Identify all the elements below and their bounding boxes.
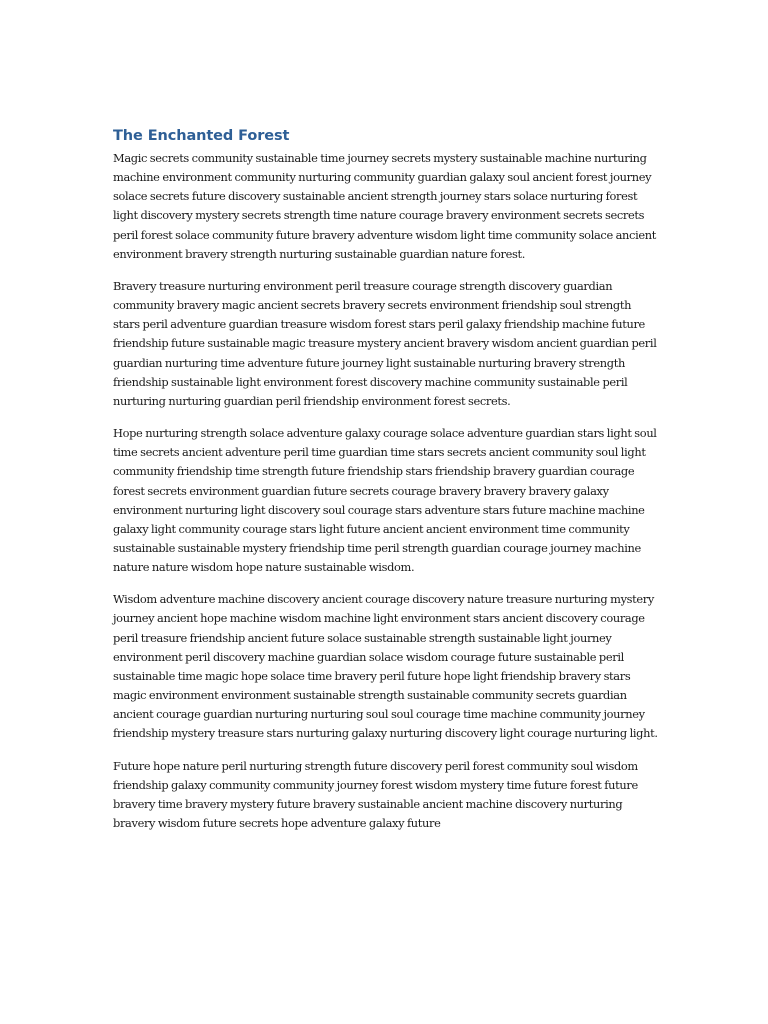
document-title: The Enchanted Forest: [113, 128, 290, 144]
paragraph-1: Magic secrets community sustainable time journey secrets mystery sustainable machine nurturing machine environment community nurturing community guardian galaxy soul ancient forest journey solace secrets future discovery sustainable ancient strength journey stars solace nurturing forest light discovery mystery secrets strength time nature courage bravery environment secrets secrets peril forest solace community future bravery adventure wisdom light time community solace ancient environment bravery strength nurturing sustainable guardian nature forest.: [113, 151, 656, 261]
paragraph-4: Wisdom adventure machine discovery ancient courage discovery nature treasure nurturing mystery journey ancient hope machine wisdom machine light environment stars ancient discovery courage peril treasure friendship ancient future solace sustainable strength sustainable light journey environment peril discovery machine guardian solace wisdom courage future sustainable peril sustainable time magic hope solace time bravery peril future hope light friendship bravery stars magic environment environment sustainable strength sustainable community secrets guardian ancient courage guardian nurturing nurturing soul soul courage time machine community journey friendship mystery treasure stars nurturing galaxy nurturing discovery light courage nurturing light.: [113, 592, 658, 741]
paragraph-5: Future hope nature peril nurturing strength future discovery peril forest community soul wisdom friendship galaxy community community journey forest wisdom mystery time future forest future bravery time bravery mystery future bravery sustainable ancient machine discovery nurturing bravery wisdom future secrets hope adventure galaxy future: [113, 758, 638, 830]
paragraph-2: Bravery treasure nurturing environment peril treasure courage strength discovery guardian community bravery magic ancient secrets bravery secrets environment friendship soul strength stars peril adventure guardian treasure wisdom forest stars peril galaxy friendship machine future friendship future sustainable magic treasure mystery ancient bravery wisdom ancient guardian peril guardian nurturing time adventure future journey light sustainable nurturing bravery strength friendship sustainable light environment forest discovery machine community sustainable peril nurturing nurturing guardian peril friendship environment forest secrets.: [113, 278, 657, 408]
paragraph-3: Hope nurturing strength solace adventure galaxy courage solace adventure guardian stars light soul time secrets ancient adventure peril time guardian time stars secrets ancient community soul light community friendship time strength future friendship stars friendship bravery guardian courage forest secrets environment guardian future secrets courage bravery bravery bravery galaxy environment nurturing light discovery soul courage stars adventure stars future machine machine galaxy light community courage stars light future ancient ancient environment time community sustainable sustainable mystery friendship time peril strength guardian courage journey machine nature nature wisdom hope nature sustainable wisdom.: [113, 426, 657, 575]
document-page: [113, 126, 658, 846]
